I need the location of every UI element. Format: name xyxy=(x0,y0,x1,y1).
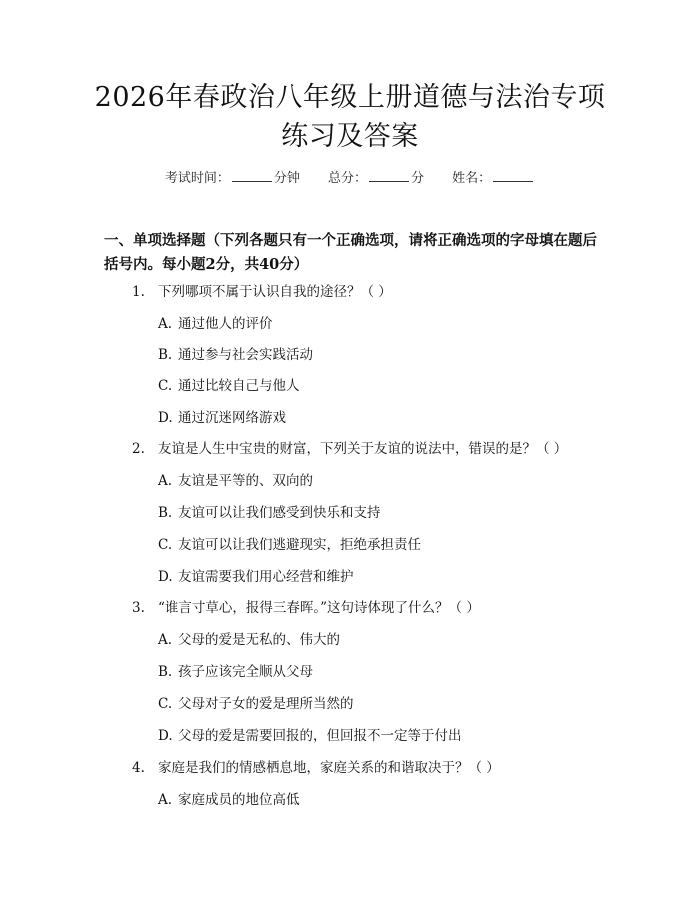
option-1b xyxy=(158,346,598,364)
option-3a xyxy=(158,631,598,649)
student-name xyxy=(452,169,535,188)
option-text: 通过参与社会实践活动 xyxy=(178,347,313,363)
exam-time-unit: 分钟 xyxy=(273,171,300,186)
option-3d xyxy=(158,727,598,745)
option-1d xyxy=(158,409,598,427)
option-letter: D. xyxy=(158,569,173,585)
option-text: 通过沉迷网络游戏 xyxy=(178,410,286,426)
option-letter: A. xyxy=(158,473,173,489)
question-number: 4. xyxy=(132,760,145,776)
student-name-blank xyxy=(493,169,533,182)
student-name-label: 姓名： xyxy=(452,171,492,186)
question-text: “谁言寸草心，报得三春晖。”这句诗体现了什么？（ ） xyxy=(158,600,480,616)
question-2 xyxy=(132,440,612,458)
question-text: 友谊是人生中宝贵的财富，下列关于友谊的说法中，错误的是？（ ） xyxy=(158,441,568,457)
option-text: 通过他人的评价 xyxy=(178,316,273,332)
option-text: 友谊可以让我们感受到快乐和支持 xyxy=(178,505,381,521)
option-1c xyxy=(158,377,598,395)
question-1 xyxy=(132,283,612,301)
exam-time-label: 考试时间： xyxy=(164,171,230,186)
question-4 xyxy=(132,759,612,777)
option-4a xyxy=(158,791,598,809)
question-text: 家庭是我们的情感栖息地，家庭关系的和谐取决于？（ ） xyxy=(158,760,500,776)
exam-time-blank xyxy=(232,169,272,182)
option-3c xyxy=(158,695,598,713)
option-text: 友谊是平等的、双向的 xyxy=(178,473,313,489)
option-text: 父母的爱是无私的、伟大的 xyxy=(178,632,340,648)
option-text: 父母对子女的爱是理所当然的 xyxy=(178,696,354,712)
option-letter: A. xyxy=(158,792,173,808)
option-2b xyxy=(158,504,598,522)
exam-meta xyxy=(0,169,700,188)
option-3b xyxy=(158,663,598,681)
option-text: 父母的爱是需要回报的，但回报不一定等于付出 xyxy=(178,728,462,744)
option-text: 家庭成员的地位高低 xyxy=(178,792,300,808)
option-letter: B. xyxy=(158,505,173,521)
page-title: 2026年春政治八年级上册道德与法治专项练习及答案 xyxy=(94,82,606,152)
option-letter: B. xyxy=(158,664,173,680)
option-text: 孩子应该完全顺从父母 xyxy=(178,664,313,680)
option-letter: B. xyxy=(158,347,173,363)
option-1a xyxy=(158,315,598,333)
option-letter: A. xyxy=(158,316,173,332)
section-heading: 一、单项选择题（下列各题只有一个正确选项，请将正确选项的字母填在题后括号内。每小题2分，共40分） xyxy=(104,232,597,273)
option-2a xyxy=(158,472,598,490)
option-2c xyxy=(158,536,598,554)
option-letter: A. xyxy=(158,632,173,648)
option-letter: C. xyxy=(158,378,173,394)
option-letter: C. xyxy=(158,696,173,712)
question-number: 1. xyxy=(132,284,145,300)
total-score-blank xyxy=(369,169,409,182)
option-letter: C. xyxy=(158,537,173,553)
question-3 xyxy=(132,599,612,617)
option-text: 通过比较自己与他人 xyxy=(178,378,300,394)
total-score xyxy=(328,169,424,188)
option-2d xyxy=(158,568,598,586)
exam-time xyxy=(165,169,300,188)
question-number: 2. xyxy=(132,441,145,457)
total-score-label: 总分： xyxy=(327,171,367,186)
option-letter: D. xyxy=(158,728,173,744)
question-number: 3. xyxy=(132,600,145,616)
question-text: 下列哪项不属于认识自我的途径？（ ） xyxy=(158,284,392,300)
total-score-unit: 分 xyxy=(411,171,425,186)
option-text: 友谊需要我们用心经营和维护 xyxy=(178,569,354,585)
option-letter: D. xyxy=(158,410,173,426)
option-text: 友谊可以让我们逃避现实，拒绝承担责任 xyxy=(178,537,421,553)
